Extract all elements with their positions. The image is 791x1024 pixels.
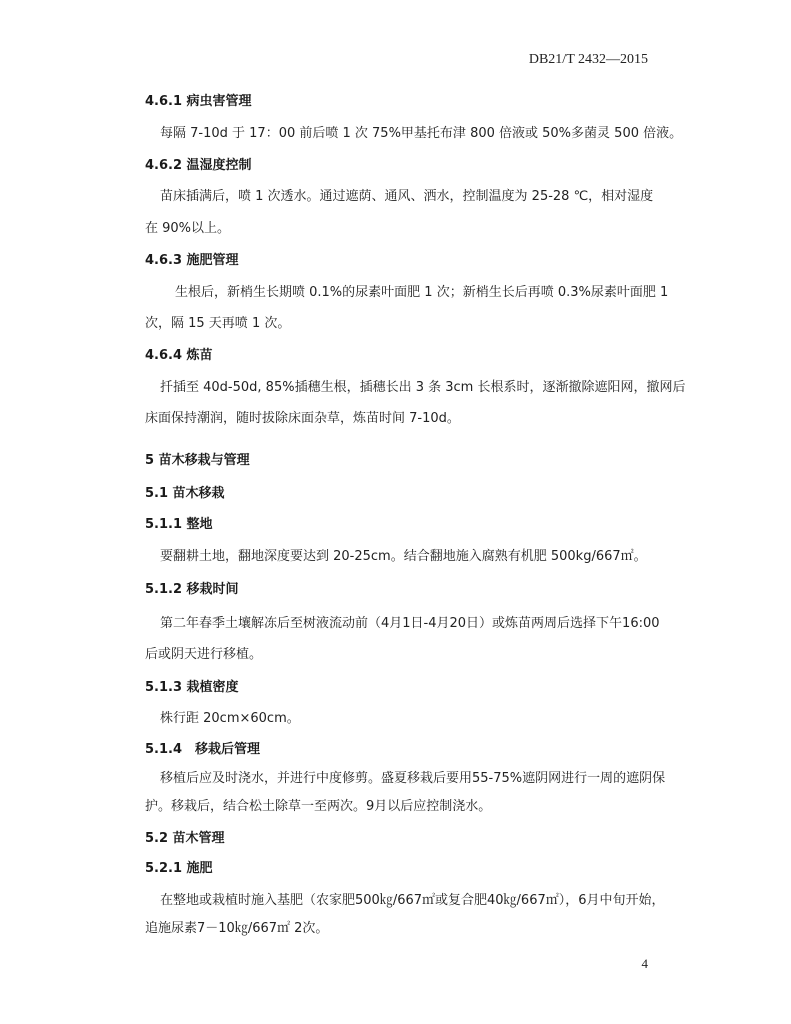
paragraph-line: 床面保持潮润，随时拔除床面杂草，炼苗时间 7-10d。 bbox=[145, 411, 460, 426]
paragraph-line: 护。移栽后，结合松土除草一至两次。9月以后应控制浇水。 bbox=[145, 799, 492, 814]
paragraph-line: 要翻耕土地，翻地深度要达到 20-25cm。结合翻地施入腐熟有机肥 500kg/667㎡。 bbox=[160, 549, 647, 564]
document-code: DB21/T 2432—2015 bbox=[528, 52, 648, 67]
paragraph-line: 在 90%以上。 bbox=[145, 221, 231, 236]
heading-4-6-2: 4.6.2 温湿度控制 bbox=[145, 158, 252, 173]
paragraph-line: 移植后应及时浇水，并进行中度修剪。盛夏移栽后要用55-75%遮阴网进行一周的遮阴保 bbox=[160, 771, 666, 786]
heading-5-1-2: 5.1.2 移栽时间 bbox=[145, 582, 239, 597]
paragraph-line: 扦插至 40d-50d, 85%插穗生根，插穗长出 3 条 3cm 长根系时，逐渐撤除遮阳网，撤网后 bbox=[160, 380, 686, 395]
heading-5-2: 5.2 苗木管理 bbox=[145, 831, 225, 846]
heading-5-1: 5.1 苗木移栽 bbox=[145, 486, 225, 501]
heading-5-1-4: 5.1.4 移栽后管理 bbox=[145, 742, 261, 757]
paragraph-line: 苗床插满后，喷 1 次透水。通过遮荫、通风、洒水，控制温度为 25-28 ℃，相对湿度 bbox=[160, 189, 654, 204]
paragraph-line: 每隔 7-10d 于 17：00 前后喷 1 次 75%甲基托布津 800 倍液或 50%多菌灵 500 倍液。 bbox=[160, 126, 683, 141]
paragraph-line: 次，隔 15 天再喷 1 次。 bbox=[145, 316, 291, 331]
paragraph-line: 第二年春季土壤解冻后至树液流动前（4月1日-4月20日）或炼苗两周后选择下午16:00 bbox=[160, 616, 660, 631]
paragraph-line: 生根后，新梢生长期喷 0.1%的尿素叶面肥 1 次；新梢生长后再喷 0.3%尿素叶面肥 1 bbox=[175, 285, 669, 300]
paragraph-line: 追施尿素7－10㎏/667㎡ 2次。 bbox=[145, 921, 329, 936]
paragraph-line: 在整地或栽植时施入基肥（农家肥500㎏/667㎡或复合肥40㎏/667㎡），6月中旬开始， bbox=[160, 893, 665, 908]
heading-5-1-3: 5.1.3 栽植密度 bbox=[145, 680, 239, 695]
paragraph-line: 后或阴天进行移植。 bbox=[145, 647, 263, 662]
heading-5-2-1: 5.2.1 施肥 bbox=[145, 861, 213, 876]
heading-4-6-4: 4.6.4 炼苗 bbox=[145, 348, 213, 363]
heading-5-1-1: 5.1.1 整地 bbox=[145, 517, 213, 532]
heading-4-6-1: 4.6.1 病虫害管理 bbox=[145, 94, 252, 109]
heading-4-6-3: 4.6.3 施肥管理 bbox=[145, 253, 239, 268]
paragraph-line: 株行距 20cm×60cm。 bbox=[160, 711, 300, 726]
heading-5: 5 苗木移栽与管理 bbox=[145, 453, 250, 468]
page-number: 4 bbox=[641, 956, 648, 971]
